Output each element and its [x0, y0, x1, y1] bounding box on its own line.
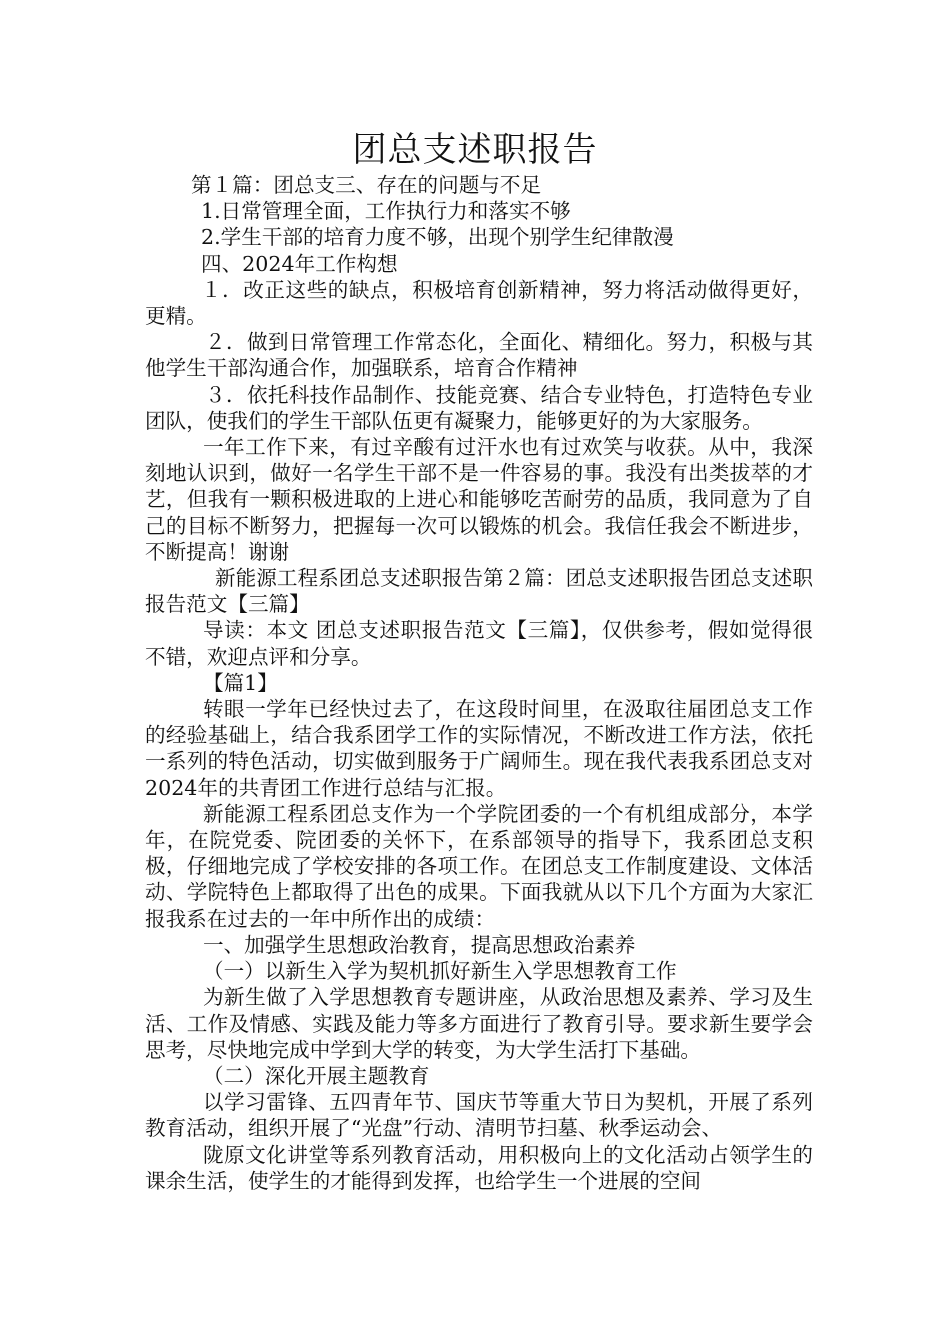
paragraph: ２．做到日常管理工作常态化，全面化、精细化。努力，积极与其他学生干部沟通合作，加强联系，培育合作精神 — [145, 330, 813, 381]
document-body — [145, 172, 813, 1194]
paragraph: （二）深化开展主题教育 — [203, 1063, 430, 1088]
paragraph: 为新生做了入学思想教育专题讲座，从政治思想及素养、学习及生活、工作及情感、实践及能力等多方面进行了教育引导。要求新生要学会思考，尽快地完成中学到大学的转变，为大学生活打下基础。 — [145, 985, 813, 1062]
paragraph: ３．依托科技作品制作、技能竞赛、结合专业特色，打造特色专业团队，使我们的学生干部队伍更有凝聚力，能够更好的为大家服务。 — [145, 382, 813, 433]
paragraph: 转眼一学年已经快过去了，在这段时间里，在汲取往届团总支工作的经验基础上，结合我系团学工作的实际情况，不断改进工作方法，依托一系列的特色活动，切实做到服务于广阔师生。现在我代表我系团总支对2024年的共青团工作进行总结与汇报。 — [145, 697, 813, 800]
paragraph: 【篇1】 — [203, 670, 278, 695]
paragraph: 一、加强学生思想政治教育，提高思想政治素养 — [203, 932, 636, 957]
paragraph: 四、2024年工作构想 — [201, 251, 398, 276]
paragraph: 第１篇：团总支三、存在的问题与不足 — [191, 173, 542, 197]
paragraph: 一年工作下来，有过辛酸有过汗水也有过欢笑与收获。从中，我深刻地认识到，做好一名学生干部不是一件容易的事。我没有出类拔萃的才艺，但我有一颗积极进取的上进心和能够吃苦耐劳的品质，我同意为了自己的目标不断努力，把握每一次可以锻炼的机会。我信任我会不断进步，不断提高！谢谢 — [145, 435, 813, 564]
paragraph: 新能源工程系团总支述职报告第２篇：团总支述职报告团总支述职报告范文【三篇】 — [145, 566, 813, 617]
paragraph: 导读：本文 团总支述职报告范文【三篇】，仅供参考，假如觉得很不错，欢迎点评和分享。 — [145, 618, 813, 669]
paragraph: 陇原文化讲堂等系列教育活动，用积极向上的文化活动占领学生的课余生活，使学生的才能得到发挥，也给学生一个进展的空间 — [145, 1142, 813, 1193]
paragraph: 2.学生干部的培育力度不够，出现个别学生纪律散漫 — [201, 225, 674, 250]
paragraph: （一）以新生入学为契机抓好新生入学思想教育工作 — [203, 959, 677, 984]
paragraph: 1.日常管理全面，工作执行力和落实不够 — [201, 199, 571, 224]
paragraph: １．改正这些的缺点，积极培育创新精神，努力将活动做得更好，更精。 — [145, 277, 813, 329]
paragraph: 以学习雷锋、五四青年节、国庆节等重大节日为契机，开展了系列教育活动，组织开展了“光盘”行动、清明节扫墓、秋季运动会、 — [145, 1090, 813, 1141]
paragraph: 新能源工程系团总支作为一个学院团委的一个有机组成部分，本学年，在院党委、院团委的关怀下，在系部领导的指导下，我系团总支积极，仔细地完成了学校安排的各项工作。在团总支工作制度建设、文体活动、学院特色上都取得了出色的成果。下面我就从以下几个方面为大家汇报我系在过去的一年中所作出的成绩： — [145, 801, 813, 931]
document-title: 团总支述职报告 — [352, 130, 598, 170]
